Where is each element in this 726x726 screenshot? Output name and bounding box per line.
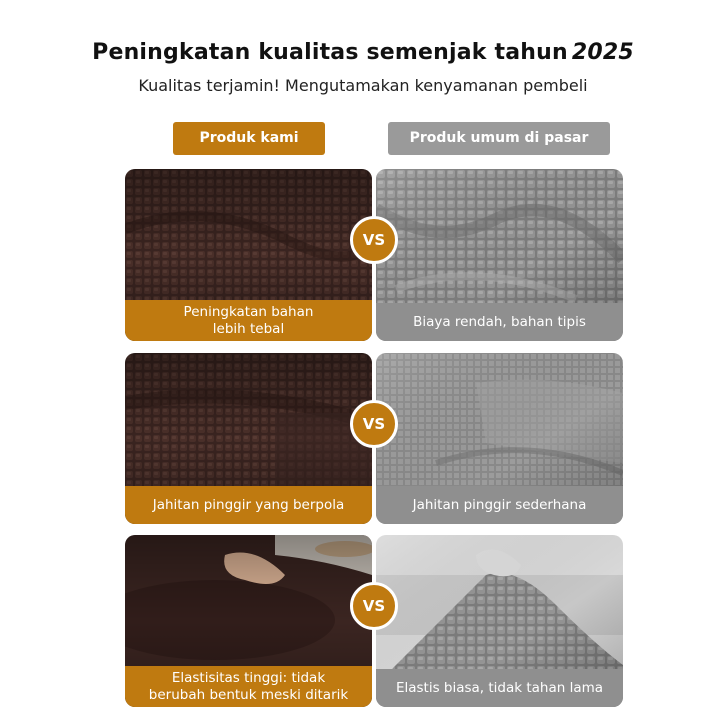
page-title-text: Peningkatan kualitas semenjak tahun [92, 40, 568, 65]
ours-caption: Jahitan pinggir yang berpola [125, 486, 372, 524]
page-title [0, 40, 726, 65]
page-subtitle: Kualitas terjamin! Mengutamakan kenyamanan pembeli [138, 76, 588, 95]
market-card-stitching [376, 353, 623, 524]
column-label-market: Produk umum di pasar [388, 122, 610, 155]
ours-caption-line2: lebih tebal [212, 320, 285, 337]
vs-badge: VS [350, 400, 398, 448]
ours-card-elasticity [125, 535, 372, 707]
ours-card-thickness [125, 169, 372, 341]
ours-caption-line2: berubah bentuk meski ditarik [148, 686, 349, 703]
ours-caption [125, 300, 372, 341]
market-caption: Jahitan pinggir sederhana [376, 486, 623, 524]
column-label-ours: Produk kami [173, 122, 325, 155]
vs-badge: VS [350, 582, 398, 630]
ours-card-stitching [125, 353, 372, 524]
ours-caption-line1: Peningkatan bahan [183, 303, 314, 320]
market-card-elasticity [376, 535, 623, 707]
vs-badge: VS [350, 216, 398, 264]
market-caption: Biaya rendah, bahan tipis [376, 303, 623, 341]
ours-caption [125, 666, 372, 707]
market-caption: Elastis biasa, tidak tahan lama [376, 669, 623, 707]
page-title-year: 2025 [571, 40, 634, 65]
ours-caption-line1: Elastisitas tinggi: tidak [171, 669, 326, 686]
market-card-thickness [376, 169, 623, 341]
